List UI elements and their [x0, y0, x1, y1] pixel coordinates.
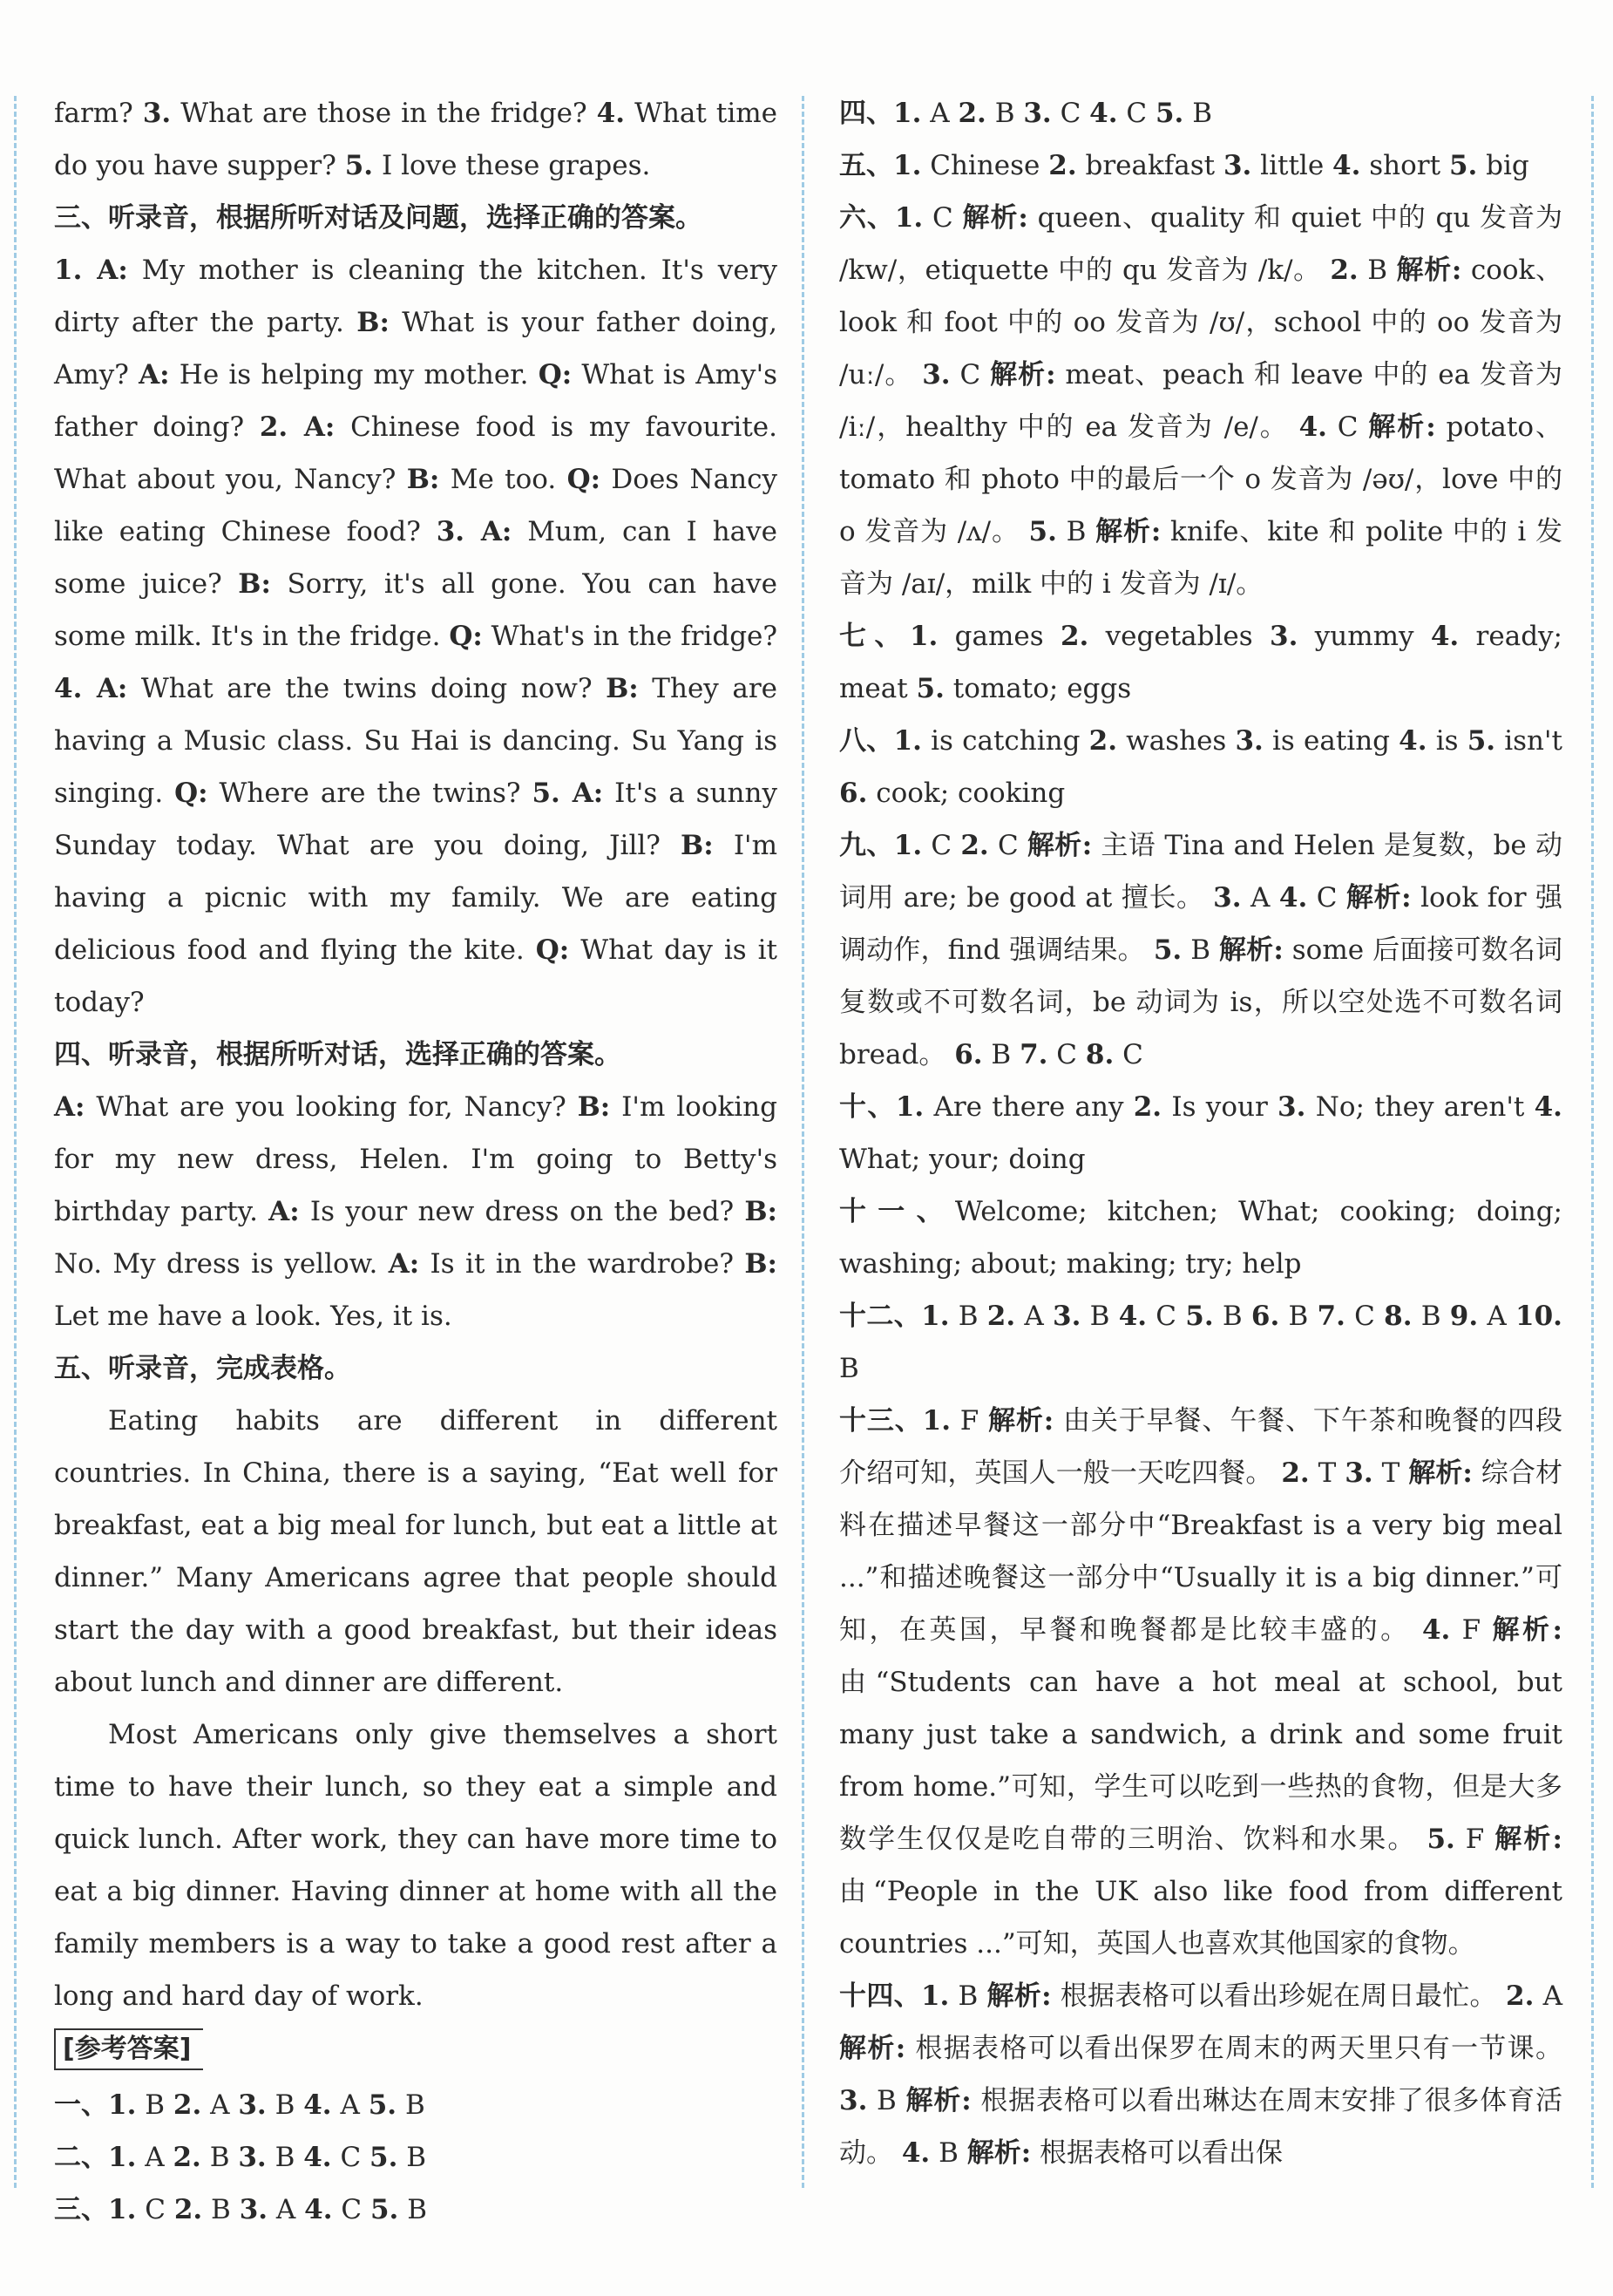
answer-line: 七、1. games 2. vegetables 3. yummy 4. ready; meat 5. tomato; eggs	[839, 621, 1562, 704]
passage-paragraph: Most Americans only give themselves a short time to have their lunch, so they eat a simple and quick lunch. After work, they can have more time to eat a big dinner. Having dinner at home with all the family members is a way to take a good rest after a long and hard day of work.	[54, 1719, 777, 2012]
answer-line: 三、1. C 2. B 3. A 4. C 5. B	[54, 2194, 427, 2225]
answer-line: 一、1. B 2. A 3. B 4. A 5. B	[54, 2089, 425, 2121]
listening-script-paragraph: 1. A: My mother is cleaning the kitchen. It's very dirty after the party. B: What is your father doing, Amy? A: He is helping my mother. Q: What is Amy's father doing? 2. A: Chinese food is my favourite. What about you, Nancy? B: Me too. Q: Does Nancy like eating Chinese food? 3. A: Mum, can I have some juice? B: Sorry, it's all gone. You can have some milk. It's in the fridge. Q: What's in the fridge? 4. A: What are the twins doing now? B: They are having a Music class. Su Hai is dancing. Su Yang is singing. Q: Where are the twins? 5. A: It's a sunny Sunday today. What are you doing, Jill? B: I'm having a picnic with my family. We are eating delicious food and flying the kite. Q: What day is it today?	[54, 255, 778, 1018]
listening-script-paragraph: A: What are you looking for, Nancy? B: I'm looking for my new dress, Helen. I'm going to Betty's birthday party. A: Is your new dress on the bed? B: No. My dress is yellow. A: Is it in the wardrobe? B: Let me have a look. Yes, it is.	[54, 1091, 777, 1332]
left-column	[54, 87, 777, 2236]
answer-explanation: 六、1. C 解析: queen、quality 和 quiet 中的 qu 发音为 /kw/，etiquette 中的 qu 发音为 /k/。 2. B 解析: cook、look 和 foot 中的 oo 发音为 /ʊ/，school 中的 oo 发音为 /uː/。 3. C 解析: meat、peach 和 leave 中的 ea 发音为 /iː/，healthy 中的 ea 发音为 /e/。 4. C 解析: potato、tomato 和 photo 中的最后一个 o 发音为 /əʊ/，love 中的 o 发音为 /ʌ/。 5. B 解析: knife、kite 和 polite 中的 i 发音为 /aɪ/，milk 中的 i 发音为 /ɪ/。	[839, 202, 1563, 600]
answer-line: 十、1. Are there any 2. Is your 3. No; they aren't 4. What; your; doing	[839, 1091, 1562, 1175]
section-heading: 四、听录音，根据所听对话，选择正确的答案。	[54, 1039, 621, 1070]
answer-line: 十二、1. B 2. A 3. B 4. C 5. B 6. B 7. C 8. B 9. A 10. B	[839, 1301, 1562, 1384]
answer-line: 五、1. Chinese 2. breakfast 3. little 4. short 5. big	[839, 150, 1529, 181]
passage-paragraph: Eating habits are different in different countries. In China, there is a saying, “Eat well for breakfast, eat a big meal for lunch, but eat a little at dinner.” Many Americans agree that people should start the day with a good breakfast, but their ideas about lunch and dinner are different.	[54, 1405, 777, 1698]
section-heading: 五、听录音，完成表格。	[54, 1353, 351, 1384]
answer-line: 十一、Welcome; kitchen; What; cooking; doing; washing; about; making; try; help	[839, 1196, 1562, 1280]
listening-script-line: farm? 3. What are those in the fridge? 4. What time do you have supper? 5. I love these grapes.	[54, 98, 777, 181]
center-divider	[802, 96, 804, 2188]
reference-answer-tag: [参考答案]	[54, 2028, 203, 2070]
right-column	[839, 87, 1562, 2179]
answer-line: 四、1. A 2. B 3. C 4. C 5. B	[839, 98, 1212, 129]
answer-explanation: 十三、1. F 解析: 由关于早餐、午餐、下午茶和晚餐的四段介绍可知，英国人一般一天吃四餐。 2. T 3. T 解析: 综合材料在描述早餐这一部分中“Breakfast is a very big meal ...”和描述晚餐这一部分中“Usually it is a big dinner.”可知，在英国，早餐和晚餐都是比较丰盛的。 4. F 解析: 由“Students can have a hot meal at school, but many just take a sandwich, a drink and some fruit from home.”可知，学生可以吃到一些热的食物，但是大多数学生仅仅是吃自带的三明治、饮料和水果。 5. F 解析: 由“People in the UK also like food from different countries ...”可知，英国人也喜欢其他国家的食物。	[839, 1405, 1562, 1960]
left-margin-divider	[14, 96, 17, 2188]
answer-explanation: 九、1. C 2. C 解析: 主语 Tina and Helen 是复数，be 动词用 are; be good at 擅长。 3. A 4. C 解析: look for 强调动作，find 强调结果。 5. B 解析: some 后面接可数名词复数或不可数名词，be 动词为 is，所以空处选不可数名词 bread。 6. B 7. C 8. C	[839, 830, 1563, 1070]
answer-line: 二、1. A 2. B 3. B 4. C 5. B	[54, 2142, 427, 2173]
section-heading: 三、听录音，根据所听对话及问题，选择正确的答案。	[54, 202, 702, 234]
answer-line: 八、1. is catching 2. washes 3. is eating 4. is 5. isn't 6. cook; cooking	[839, 725, 1562, 809]
answer-explanation: 十四、1. B 解析: 根据表格可以看出珍妮在周日最忙。 2. A 解析: 根据表格可以看出保罗在周末的两天里只有一节课。 3. B 解析: 根据表格可以看出琳达在周末安排了很多体育活动。 4. B 解析: 根据表格可以看出保	[839, 1980, 1562, 2169]
right-margin-divider	[1591, 96, 1594, 2188]
